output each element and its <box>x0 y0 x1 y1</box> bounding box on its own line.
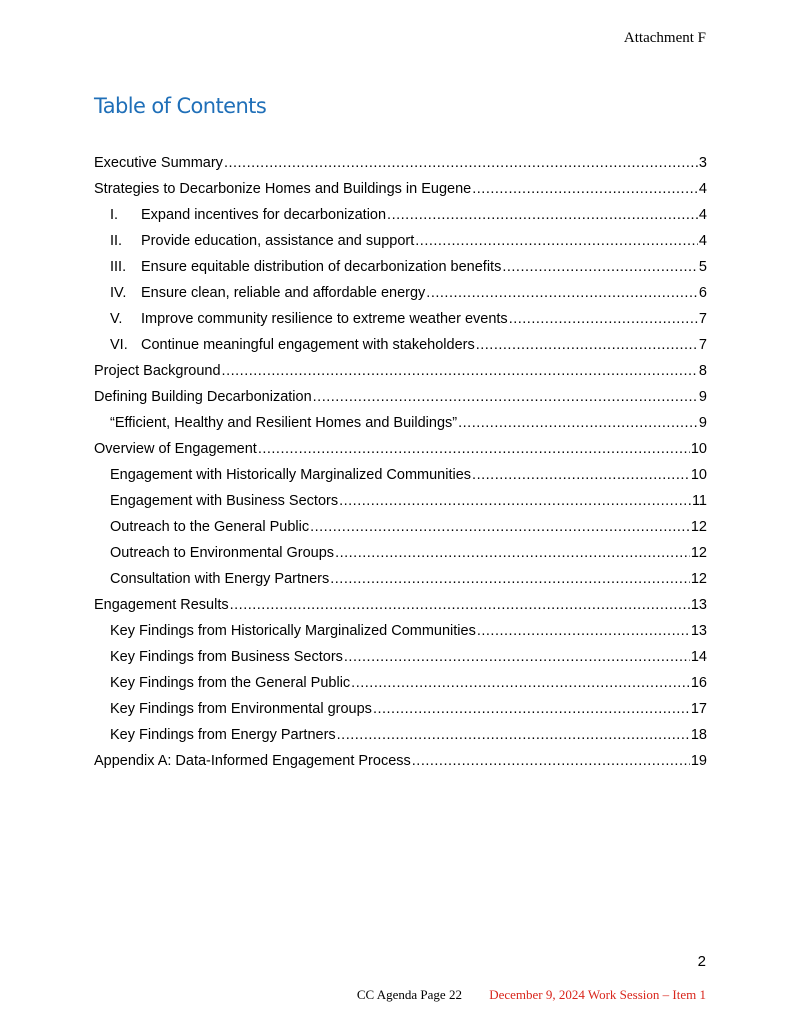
toc-dot-leader <box>230 592 690 618</box>
toc-entry-title: Strategies to Decarbonize Homes and Buildings in Eugene <box>94 181 472 197</box>
toc-dot-leader <box>313 384 698 410</box>
toc-entry-title: “Efficient, Healthy and Resilient Homes and Buildings” <box>110 415 458 431</box>
toc-entry-page: 13 <box>690 597 707 613</box>
attachment-label: Attachment F <box>623 30 706 46</box>
toc-title: Table of Contents <box>94 94 267 118</box>
toc-entry-page: 14 <box>690 649 707 665</box>
toc-entry[interactable] <box>94 670 707 696</box>
toc-entry-page: 12 <box>690 571 707 587</box>
toc-entry-title: Defining Building Decarbonization <box>94 389 312 405</box>
footer <box>357 987 706 1003</box>
toc-dot-leader <box>476 332 698 358</box>
toc-entry-title: Key Findings from Business Sectors <box>110 649 343 665</box>
toc-entry-page: 11 <box>691 493 707 509</box>
table-of-contents <box>94 150 707 774</box>
toc-entry-title: Expand incentives for decarbonization <box>141 207 387 223</box>
toc-entry[interactable] <box>94 176 707 202</box>
toc-entry[interactable] <box>94 514 707 540</box>
toc-entry-page: 4 <box>698 207 707 223</box>
toc-entry-page: 17 <box>690 701 707 717</box>
toc-dot-leader <box>224 150 698 176</box>
toc-entry-page: 12 <box>690 519 707 535</box>
toc-entry-page: 8 <box>698 363 707 379</box>
toc-dot-leader <box>344 644 690 670</box>
toc-dot-leader <box>472 462 690 488</box>
toc-entry-page: 9 <box>698 389 707 405</box>
toc-dot-leader <box>330 566 690 592</box>
toc-entry[interactable] <box>94 566 707 592</box>
toc-entry[interactable] <box>94 150 707 176</box>
toc-entry-page: 10 <box>690 467 707 483</box>
toc-entry[interactable] <box>94 280 707 306</box>
toc-entry-title: Ensure equitable distribution of decarbonization benefits <box>141 259 502 275</box>
toc-dot-leader <box>509 306 698 332</box>
toc-entry-title: Provide education, assistance and support <box>141 233 415 249</box>
toc-entry-title: Engagement with Historically Marginalized Communities <box>110 467 472 483</box>
toc-dot-leader <box>339 488 691 514</box>
toc-entry-title: Improve community resilience to extreme weather events <box>141 311 508 327</box>
toc-dot-leader <box>412 748 690 774</box>
toc-entry[interactable] <box>94 306 707 332</box>
toc-entry-title: Project Background <box>94 363 221 379</box>
toc-entry[interactable] <box>94 540 707 566</box>
toc-dot-leader <box>373 696 690 722</box>
toc-entry[interactable] <box>94 722 707 748</box>
toc-entry-page: 18 <box>690 727 707 743</box>
toc-entry-title: Key Findings from Environmental groups <box>110 701 372 717</box>
toc-entry-page: 16 <box>690 675 707 691</box>
toc-entry-page: 7 <box>698 337 707 353</box>
toc-entry-title: Engagement Results <box>94 597 229 613</box>
footer-agenda-page: CC Agenda Page 22 <box>356 987 462 1002</box>
toc-entry-title: Overview of Engagement <box>94 441 257 457</box>
toc-dot-leader <box>258 436 690 462</box>
toc-entry-title: Appendix A: Data-Informed Engagement Process <box>94 753 411 769</box>
toc-entry-title: Key Findings from Historically Marginalized Communities <box>110 623 476 639</box>
toc-entry-title: Consultation with Energy Partners <box>110 571 330 587</box>
toc-dot-leader <box>351 670 690 696</box>
toc-dot-leader <box>502 254 698 280</box>
toc-entry[interactable] <box>94 410 707 436</box>
toc-entry-number: I. <box>110 207 119 223</box>
toc-dot-leader <box>387 202 698 228</box>
toc-entry[interactable] <box>94 748 707 774</box>
toc-entry[interactable] <box>94 254 707 280</box>
toc-entry[interactable] <box>94 358 707 384</box>
toc-entry-title: Executive Summary <box>94 155 223 171</box>
toc-dot-leader <box>415 228 698 254</box>
toc-dot-leader <box>458 410 698 436</box>
toc-entry[interactable] <box>94 592 707 618</box>
toc-entry-page: 10 <box>690 441 707 457</box>
toc-entry[interactable] <box>94 332 707 358</box>
footer-session: December 9, 2024 Work Session – Item 1 <box>489 987 706 1002</box>
toc-entry-number: II. <box>110 233 123 249</box>
toc-entry-number: V. <box>110 311 123 327</box>
toc-entry-page: 7 <box>698 311 707 327</box>
toc-entry-page: 4 <box>698 181 707 197</box>
toc-entry-title: Outreach to Environmental Groups <box>110 545 335 561</box>
toc-dot-leader <box>426 280 698 306</box>
toc-dot-leader <box>477 618 690 644</box>
toc-entry-title: Key Findings from Energy Partners <box>110 727 336 743</box>
toc-entry[interactable] <box>94 202 707 228</box>
toc-dot-leader <box>472 176 698 202</box>
toc-entry[interactable] <box>94 488 707 514</box>
toc-entry-title: Ensure clean, reliable and affordable energy <box>141 285 426 301</box>
toc-entry-page: 12 <box>690 545 707 561</box>
toc-entry[interactable] <box>94 384 707 410</box>
toc-entry-number: VI. <box>110 337 128 353</box>
toc-entry-title: Engagement with Business Sectors <box>110 493 339 509</box>
toc-dot-leader <box>335 540 690 566</box>
toc-entry-title: Outreach to the General Public <box>110 519 310 535</box>
toc-entry-page: 9 <box>698 415 707 431</box>
toc-entry[interactable] <box>94 462 707 488</box>
toc-entry[interactable] <box>94 696 707 722</box>
toc-entry-page: 6 <box>698 285 707 301</box>
toc-entry-number: III. <box>110 259 127 275</box>
toc-entry-title: Continue meaningful engagement with stakeholders <box>141 337 475 353</box>
toc-dot-leader <box>222 358 698 384</box>
toc-entry-number: IV. <box>110 285 127 301</box>
toc-entry[interactable] <box>94 436 707 462</box>
toc-entry[interactable] <box>94 644 707 670</box>
toc-entry[interactable] <box>94 228 707 254</box>
toc-entry-page: 19 <box>690 753 707 769</box>
toc-dot-leader <box>337 722 690 748</box>
toc-entry[interactable] <box>94 618 707 644</box>
toc-entry-page: 13 <box>690 623 707 639</box>
toc-entry-page: 5 <box>698 259 707 275</box>
page-number: 2 <box>697 953 706 970</box>
toc-dot-leader <box>310 514 690 540</box>
toc-entry-page: 3 <box>698 155 707 171</box>
toc-entry-title: Key Findings from the General Public <box>110 675 351 691</box>
toc-entry-page: 4 <box>698 233 707 249</box>
